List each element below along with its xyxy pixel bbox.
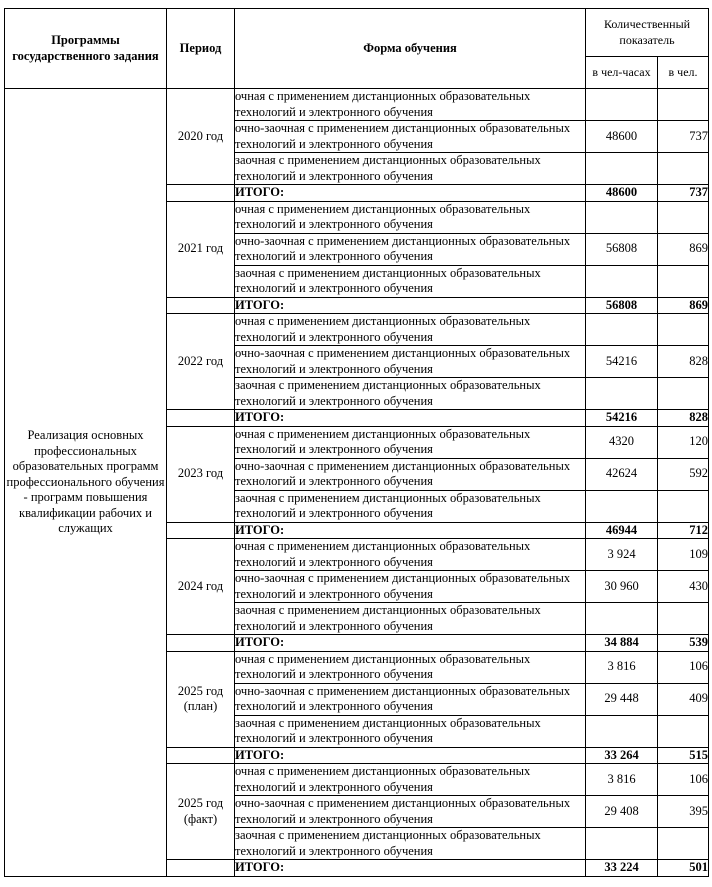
- period-total-blank: [167, 185, 235, 202]
- period-label: 2025 год (план): [167, 651, 235, 747]
- hours-value: [586, 715, 658, 747]
- people-value: 592: [658, 458, 709, 490]
- form-part-time: очно-заочная с применением дистанционных образовательных технологий и электронного обучения: [235, 346, 586, 378]
- program-table: [4, 8, 709, 877]
- program-name: Реализация основных профессиональных образовательных программ профессионального обучения - программ повышения квалификации рабочих и служащих: [5, 89, 167, 877]
- people-value: [658, 153, 709, 185]
- people-value: [658, 378, 709, 410]
- period-label: 2025 год (факт): [167, 764, 235, 860]
- form-full-time: очная с применением дистанционных образовательных технологий и электронного обучения: [235, 764, 586, 796]
- total-label: ИТОГО:: [235, 635, 586, 652]
- people-value: [658, 89, 709, 121]
- hours-value: [586, 828, 658, 860]
- hours-value: 56808: [586, 233, 658, 265]
- hours-value: [586, 153, 658, 185]
- people-value: 395: [658, 796, 709, 828]
- total-people: 539: [658, 635, 709, 652]
- hours-value: 54216: [586, 346, 658, 378]
- form-part-time: очно-заочная с применением дистанционных образовательных технологий и электронного обучения: [235, 233, 586, 265]
- hours-value: [586, 201, 658, 233]
- form-full-time: очная с применением дистанционных образовательных технологий и электронного обучения: [235, 426, 586, 458]
- form-full-time: очная с применением дистанционных образовательных технологий и электронного обучения: [235, 201, 586, 233]
- hours-value: 3 816: [586, 764, 658, 796]
- total-label: ИТОГО:: [235, 297, 586, 314]
- hours-value: 4320: [586, 426, 658, 458]
- form-extramural: заочная с применением дистанционных образовательных технологий и электронного обучения: [235, 490, 586, 522]
- period-total-blank: [167, 410, 235, 427]
- period-label: 2022 год: [167, 314, 235, 410]
- form-full-time: очная с применением дистанционных образовательных технологий и электронного обучения: [235, 539, 586, 571]
- form-extramural: заочная с применением дистанционных образовательных технологий и электронного обучения: [235, 828, 586, 860]
- period-label: 2024 год: [167, 539, 235, 635]
- total-hours: 33 264: [586, 747, 658, 764]
- hours-value: 3 924: [586, 539, 658, 571]
- people-value: [658, 715, 709, 747]
- hours-value: [586, 378, 658, 410]
- form-part-time: очно-заочная с применением дистанционных образовательных технологий и электронного обучения: [235, 458, 586, 490]
- form-extramural: заочная с применением дистанционных образовательных технологий и электронного обучения: [235, 378, 586, 410]
- people-value: 430: [658, 571, 709, 603]
- total-hours: 56808: [586, 297, 658, 314]
- total-people: 712: [658, 522, 709, 539]
- form-full-time: очная с применением дистанционных образовательных технологий и электронного обучения: [235, 651, 586, 683]
- people-value: [658, 490, 709, 522]
- people-value: [658, 828, 709, 860]
- hours-value: 29 408: [586, 796, 658, 828]
- total-label: ИТОГО:: [235, 860, 586, 877]
- form-part-time: очно-заочная с применением дистанционных образовательных технологий и электронного обучения: [235, 571, 586, 603]
- hours-value: 3 816: [586, 651, 658, 683]
- hours-value: 48600: [586, 121, 658, 153]
- hours-value: [586, 603, 658, 635]
- period-total-blank: [167, 522, 235, 539]
- form-extramural: заочная с применением дистанционных образовательных технологий и электронного обучения: [235, 603, 586, 635]
- people-value: 106: [658, 764, 709, 796]
- people-value: [658, 265, 709, 297]
- total-people: 737: [658, 185, 709, 202]
- form-extramural: заочная с применением дистанционных образовательных технологий и электронного обучения: [235, 153, 586, 185]
- table-body: [5, 89, 709, 877]
- total-hours: 34 884: [586, 635, 658, 652]
- header-program: Программы государственного задания: [5, 9, 167, 89]
- form-part-time: очно-заочная с применением дистанционных образовательных технологий и электронного обучения: [235, 683, 586, 715]
- people-value: 409: [658, 683, 709, 715]
- total-hours: 54216: [586, 410, 658, 427]
- period-total-blank: [167, 297, 235, 314]
- total-people: 501: [658, 860, 709, 877]
- hours-value: [586, 314, 658, 346]
- total-hours: 33 224: [586, 860, 658, 877]
- table-row: [5, 89, 709, 121]
- people-value: 737: [658, 121, 709, 153]
- period-label: 2021 год: [167, 201, 235, 297]
- total-people: 828: [658, 410, 709, 427]
- total-hours: 48600: [586, 185, 658, 202]
- period-label: 2023 год: [167, 426, 235, 522]
- form-full-time: очная с применением дистанционных образовательных технологий и электронного обучения: [235, 314, 586, 346]
- hours-value: 30 960: [586, 571, 658, 603]
- total-label: ИТОГО:: [235, 185, 586, 202]
- header-form: Форма обучения: [235, 9, 586, 89]
- hours-value: 29 448: [586, 683, 658, 715]
- total-people: 869: [658, 297, 709, 314]
- header-row: [5, 9, 709, 57]
- total-label: ИТОГО:: [235, 747, 586, 764]
- total-label: ИТОГО:: [235, 522, 586, 539]
- form-part-time: очно-заочная с применением дистанционных образовательных технологий и электронного обучения: [235, 121, 586, 153]
- people-value: [658, 603, 709, 635]
- period-total-blank: [167, 635, 235, 652]
- people-value: [658, 314, 709, 346]
- header-period: Период: [167, 9, 235, 89]
- period-total-blank: [167, 860, 235, 877]
- form-part-time: очно-заочная с применением дистанционных образовательных технологий и электронного обучения: [235, 796, 586, 828]
- hours-value: [586, 89, 658, 121]
- total-people: 515: [658, 747, 709, 764]
- form-extramural: заочная с применением дистанционных образовательных технологий и электронного обучения: [235, 715, 586, 747]
- period-total-blank: [167, 747, 235, 764]
- hours-value: 42624: [586, 458, 658, 490]
- form-extramural: заочная с применением дистанционных образовательных технологий и электронного обучения: [235, 265, 586, 297]
- total-label: ИТОГО:: [235, 410, 586, 427]
- people-value: 106: [658, 651, 709, 683]
- header-quantity: Количественный показатель: [586, 9, 709, 57]
- hours-value: [586, 265, 658, 297]
- people-value: 120: [658, 426, 709, 458]
- people-value: 869: [658, 233, 709, 265]
- header-hours: в чел-часах: [586, 57, 658, 89]
- people-value: [658, 201, 709, 233]
- people-value: 828: [658, 346, 709, 378]
- hours-value: [586, 490, 658, 522]
- header-people: в чел.: [658, 57, 709, 89]
- period-label: 2020 год: [167, 89, 235, 185]
- total-hours: 46944: [586, 522, 658, 539]
- form-full-time: очная с применением дистанционных образовательных технологий и электронного обучения: [235, 89, 586, 121]
- people-value: 109: [658, 539, 709, 571]
